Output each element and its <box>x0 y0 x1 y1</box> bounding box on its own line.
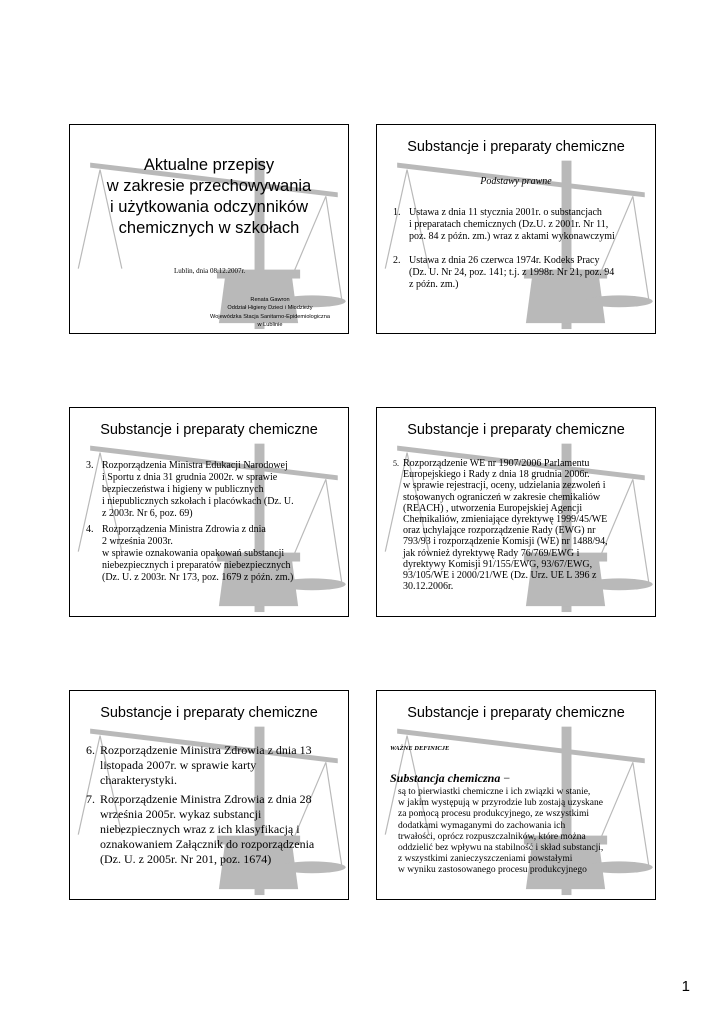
slide-6-term-line <box>390 771 510 786</box>
list-item <box>393 207 655 243</box>
list-item <box>86 524 348 584</box>
slide-1-title: Aktualne przepisy w zakresie przechowywania i użytkowania odczynników chemicznych w szkołach <box>106 156 312 237</box>
list-item <box>393 255 655 291</box>
list-item-number: 2. <box>393 255 401 266</box>
slide-1-author: Renata Gawron Oddział Higieny Dzieci i Młodzieży Wojewódzka Stacja Sanitarno-Epidemiologiczna w Lublinie <box>210 297 330 329</box>
list-item-text: Ustawa z dnia 11 stycznia 2001r. o substancjach i preparatach chemicznych (Dz.U. z 2001r. Nr 11, poz. 84 z późn. zm.) wraz z aktami wykonawczymi <box>409 207 615 242</box>
slide-6 <box>376 690 656 900</box>
list-item-text: Rozporządzenia Ministra Edukacji Narodowej i Sportu z dnia 31 grudnia 2002r. w sprawie bezpieczeństwa i higieny w publicznych i niepublicznych szkołach i placówkach (Dz. U. z 2003r. Nr 6, poz. 69) <box>102 460 294 519</box>
slide-3-list <box>86 460 348 596</box>
list-item-number: 7. <box>86 792 95 806</box>
list-item <box>393 458 655 592</box>
slide-4 <box>376 407 656 617</box>
list-item-text: Rozporządzenie WE nr 1907/2006 Parlamentu Europejskiego i Rady z dnia 18 grudnia 2006r. w sprawie rejestracji, oceny, udzielania zezwoleń i stosowanych ograniczeń w zakresie chemikaliów (REACH) , utworzenia Europejskiej Agencji Chemikaliów, zmieniające dyrektywę 1999/45/WE oraz uchylające rozporządzenie Rady (EWG) nr 793/93 i rozporządzenie Komisji (WE) nr 1488/94, jak również dyrektywę Rady 76/769/EWG i dyrektywy Komisji 91/155/EWG, 93/67/EWG, 93/105/WE i 2000/21/WE (Dz. Urz. UE L 396 z 30.12.2006r. <box>403 458 608 593</box>
page-number: 1 <box>681 978 690 995</box>
list-item <box>86 743 348 788</box>
list-item-number: 5. <box>393 459 399 468</box>
slide-2-title: Substancje i preparaty chemiczne <box>407 139 625 155</box>
list-item-number: 4. <box>86 524 94 535</box>
slide-1 <box>69 124 349 334</box>
slide-6-title: Substancje i preparaty chemiczne <box>407 705 625 721</box>
list-item <box>86 460 348 520</box>
slide-4-list <box>393 458 655 604</box>
slide-6-dash: − <box>503 771 511 785</box>
slide-4-title: Substancje i preparaty chemiczne <box>407 422 625 438</box>
list-item-text: Ustawa z dnia 26 czerwca 1974r. Kodeks Pracy (Dz. U. Nr 24, poz. 141; t.j. z 1998r. Nr 21, poz. 94 z późn. zm.) <box>409 255 615 290</box>
slide-3 <box>69 407 349 617</box>
list-item-number: 3. <box>86 460 94 471</box>
slide-6-definition: są to pierwiastki chemiczne i ich związki w stanie, w jakim występują w przyrodzie lub zostają uzyskane za pomocą procesu produkcyjnego, ze wszystkimi dodatkami wymaganymi do zachowania ich trwałości, oprócz rozpuszczalników, które można oddzielić bez wpływu na stabilność i skład substancji, z wszystkimi zanieczyszczeniami powstałymi w wyniku zastosowanego procesu produkcyjnego <box>398 787 604 876</box>
slide-2-subtitle: Podstawy prawne <box>480 176 552 187</box>
slide-6-heading: WAŻNE DEFINICJE <box>390 745 450 752</box>
list-item-text: Rozporządzenie Ministra Zdrowia z dnia 13 listopada 2007r. w sprawie karty charakterystyki. <box>100 743 312 787</box>
slide-3-title: Substancje i preparaty chemiczne <box>100 422 318 438</box>
list-item-text: Rozporządzenia Ministra Zdrowia z dnia 2 września 2003r. w sprawie oznakowania opakowań substancji niebezpiecznych i preparatów niebezpiecznych (Dz. U. z 2003r. Nr 173, poz. 1679 z późn. zm.) <box>102 524 294 583</box>
list-item-text: Rozporządzenie Ministra Zdrowia z dnia 28 września 2005r. wykaz substancji niebezpiecznych wraz z ich klasyfikacją i oznakowaniem Załącznik do rozporządzenia (Dz. U. z 2005r. Nr 201, poz. 1674) <box>100 792 315 866</box>
list-item-number: 6. <box>86 743 95 757</box>
slide-2 <box>376 124 656 334</box>
slide-5-list <box>86 743 348 879</box>
slide-6-term: Substancja chemiczna <box>390 771 501 785</box>
list-item <box>86 792 348 867</box>
slide-5-title: Substancje i preparaty chemiczne <box>100 705 318 721</box>
list-item-number: 1. <box>393 207 401 218</box>
slide-1-date: Lublin, dnia 08.12.2007r. <box>174 267 246 275</box>
slide-5 <box>69 690 349 900</box>
slide-2-list <box>393 207 655 303</box>
